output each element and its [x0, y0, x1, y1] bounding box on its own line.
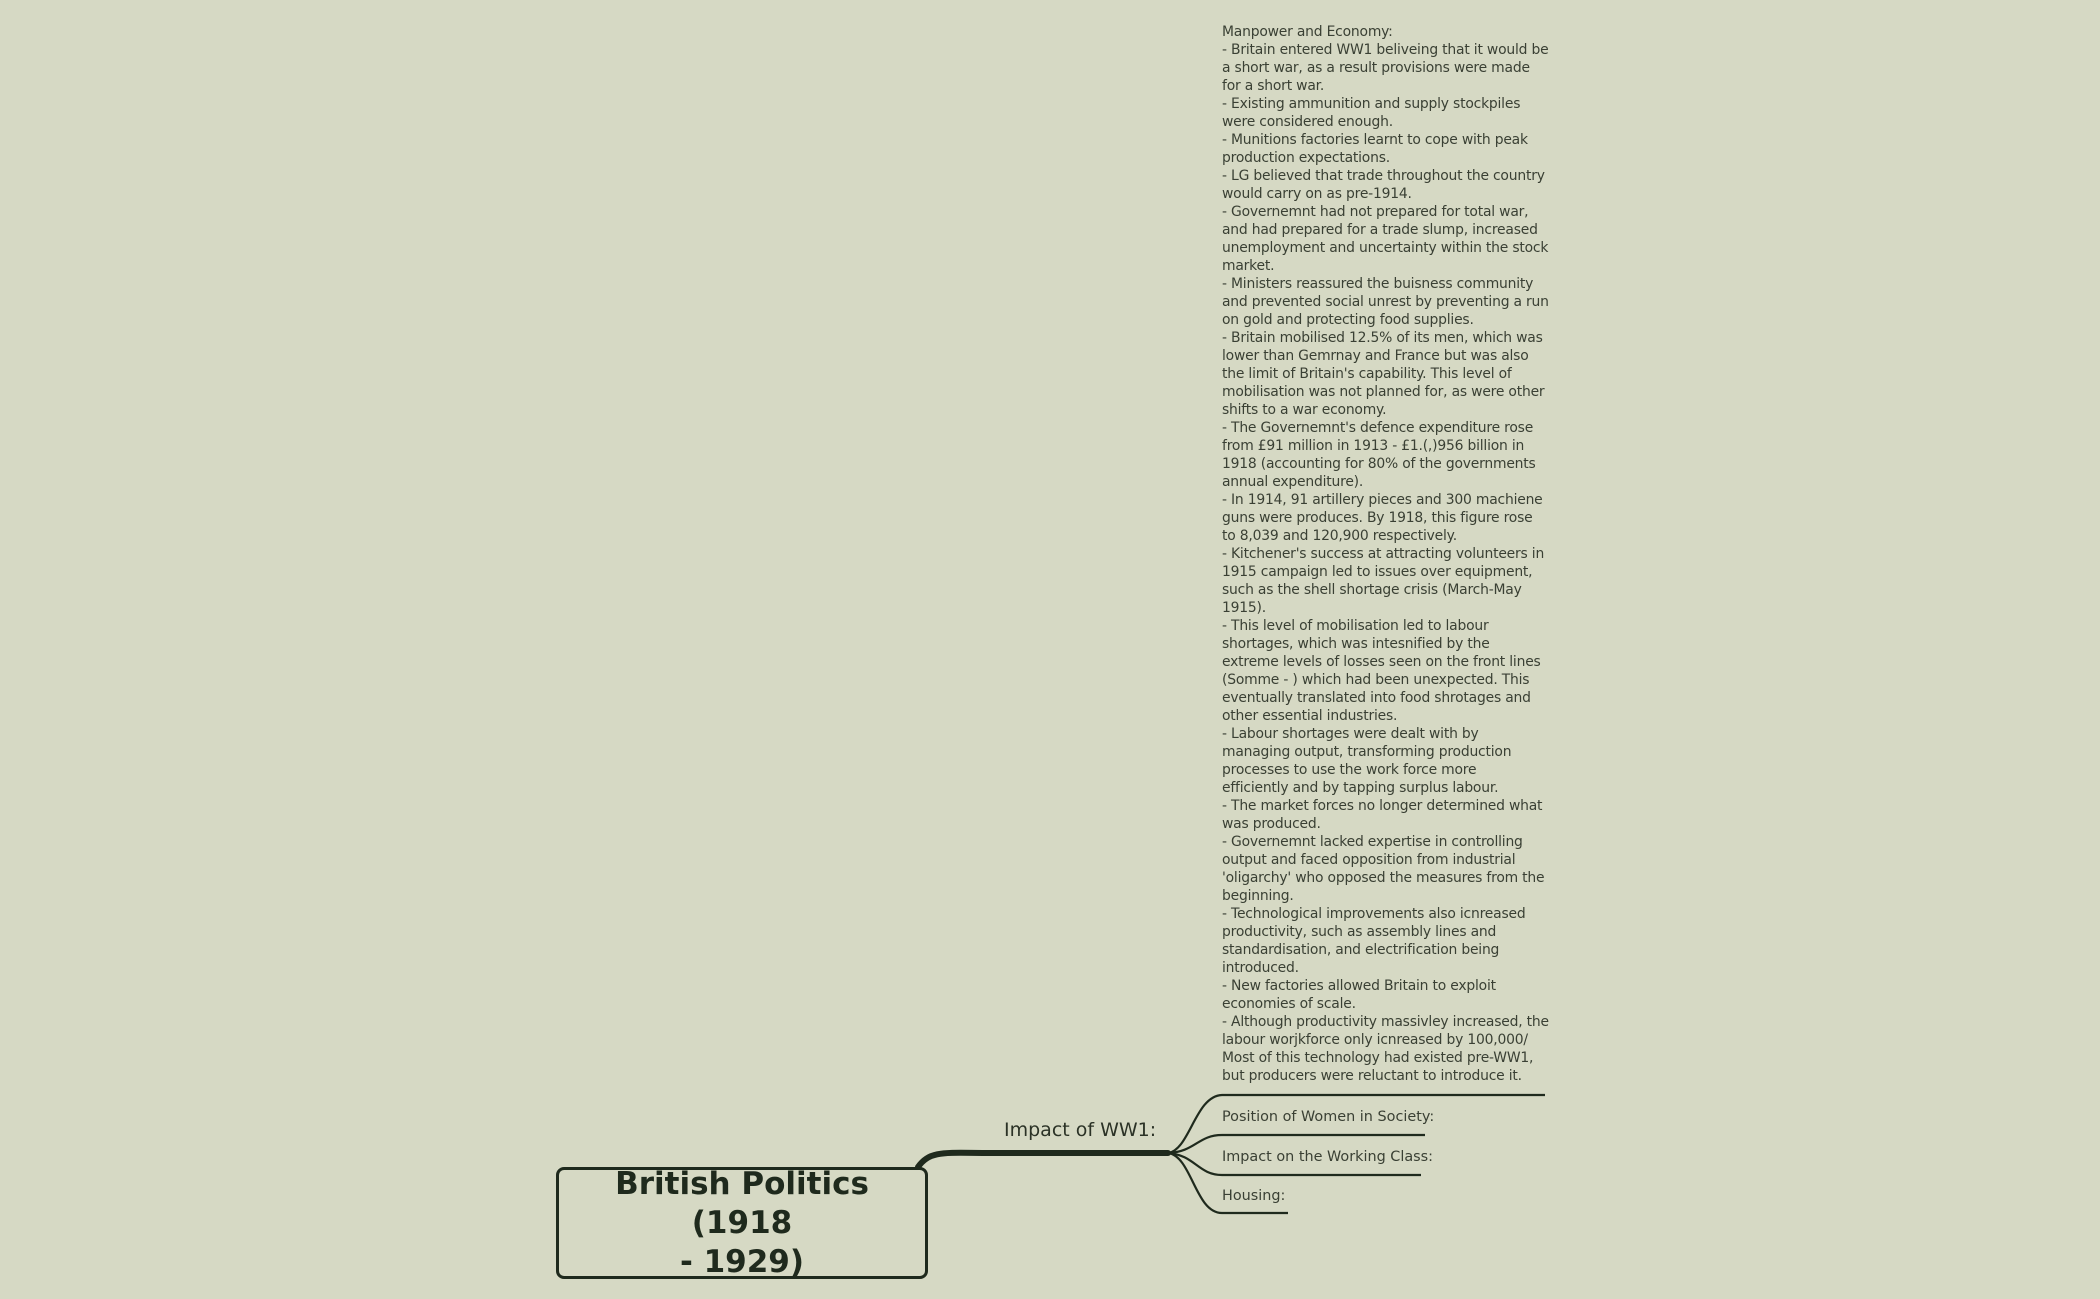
- notes-line: eventually translated into food shrotages and: [1222, 690, 1531, 706]
- branch-impact-of-ww1[interactable]: Impact of WW1:: [1004, 1119, 1157, 1141]
- notes-line: and prevented social unrest by preventing a run: [1222, 294, 1549, 310]
- notes-line: - New factories allowed Britain to exploit: [1222, 978, 1496, 994]
- notes-line: output and faced opposition from industrial: [1222, 852, 1516, 868]
- notes-line: - Technological improvements also icnreased: [1222, 906, 1526, 922]
- notes-line: shortages, which was intesnified by the: [1222, 636, 1490, 652]
- notes-line: - Ministers reassured the buisness community: [1222, 276, 1534, 292]
- notes-line: 'oligarchy' who opposed the measures from the: [1222, 870, 1545, 886]
- notes-line: on gold and protecting food supplies.: [1222, 312, 1474, 328]
- notes-line: - The Governemnt's defence expenditure rose: [1222, 420, 1534, 436]
- notes-line: would carry on as pre-1914.: [1222, 186, 1412, 202]
- notes-line: (Somme - ) which had been unexpected. This: [1222, 672, 1530, 688]
- notes-line: - LG believed that trade throughout the country: [1222, 168, 1545, 184]
- root-title-line2: - 1929): [679, 1243, 805, 1280]
- notes-line: - Existing ammunition and supply stockpiles: [1222, 96, 1521, 112]
- notes-line: annual expenditure).: [1222, 474, 1364, 490]
- notes-line: were considered enough.: [1222, 114, 1393, 130]
- notes-line: to 8,039 and 120,900 respectively.: [1222, 528, 1457, 544]
- notes-line: guns were produces. By 1918, this figure rose: [1222, 510, 1533, 526]
- topic-housing[interactable]: Housing:: [1222, 1188, 1286, 1204]
- notes-line: - In 1914, 91 artillery pieces and 300 machiene: [1222, 492, 1543, 508]
- notes-line: beginning.: [1222, 888, 1294, 904]
- notes-line: market.: [1222, 258, 1275, 274]
- notes-line: other essential industries.: [1222, 708, 1398, 724]
- root-title-line1: British Politics (1918: [615, 1165, 869, 1241]
- notes-line: was produced.: [1222, 816, 1321, 832]
- notes-line: 1918 (accounting for 80% of the governments: [1222, 456, 1536, 472]
- notes-line: 1915 campaign led to issues over equipment,: [1222, 564, 1533, 580]
- notes-line: Most of this technology had existed pre-WW1,: [1222, 1050, 1534, 1066]
- notes-line: - Britain mobilised 12.5% of its men, which was: [1222, 330, 1543, 346]
- notes-line: - Governemnt had not prepared for total war,: [1222, 204, 1529, 220]
- notes-line: extreme levels of losses seen on the front lines: [1222, 654, 1541, 670]
- notes-line: a short war, as a result provisions were made: [1222, 60, 1530, 76]
- notes-line: shifts to a war economy.: [1222, 402, 1387, 418]
- notes-line: processes to use the work force more: [1222, 762, 1477, 778]
- connector-root-branch: [918, 1153, 1168, 1167]
- notes-line: - Kitchener's success at attracting volunteers in: [1222, 546, 1545, 562]
- notes-line: 1915).: [1222, 600, 1266, 616]
- notes-line: - Munitions factories learnt to cope with peak: [1222, 132, 1528, 148]
- notes-line: - Britain entered WW1 beliveing that it would be: [1222, 42, 1549, 58]
- topic-impact-working-class[interactable]: Impact on the Working Class:: [1222, 1149, 1434, 1165]
- notes-line: such as the shell shortage crisis (March-May: [1222, 582, 1522, 598]
- notes-line: Manpower and Economy:: [1222, 24, 1393, 40]
- notes-line: productivity, such as assembly lines and: [1222, 924, 1497, 940]
- notes-line: and had prepared for a trade slump, increased: [1222, 222, 1538, 238]
- notes-line: economies of scale.: [1222, 996, 1356, 1012]
- notes-line: standardisation, and electrification being: [1222, 942, 1500, 958]
- notes-line: - Labour shortages were dealt with by: [1222, 726, 1479, 742]
- notes-line: introduced.: [1222, 960, 1299, 976]
- notes-line: the limit of Britain's capability. This level of: [1222, 366, 1512, 382]
- root-topic[interactable]: [556, 1167, 928, 1279]
- notes-line: - This level of mobilisation led to labour: [1222, 618, 1489, 634]
- notes-line: mobilisation was not planned for, as were other: [1222, 384, 1545, 400]
- notes-line: but producers were reluctant to introduce it.: [1222, 1068, 1522, 1084]
- notes-line: efficiently and by tapping surplus labour.: [1222, 780, 1499, 796]
- notes-line: - The market forces no longer determined what: [1222, 798, 1543, 814]
- notes-line: - Although productivity massivley increased, the: [1222, 1014, 1549, 1030]
- notes-line: for a short war.: [1222, 78, 1325, 94]
- notes-manpower-economy[interactable]: [1222, 23, 1549, 1085]
- notes-line: lower than Gemrnay and France but was also: [1222, 348, 1529, 364]
- notes-line: from £91 million in 1913 - £1.(,)956 billion in: [1222, 438, 1525, 454]
- notes-line: unemployment and uncertainty within the stock: [1222, 240, 1549, 256]
- notes-line: labour worjkforce only icnreased by 100,000/: [1222, 1032, 1528, 1048]
- notes-line: managing output, transforming production: [1222, 744, 1512, 760]
- notes-line: - Governemnt lacked expertise in controlling: [1222, 834, 1523, 850]
- topic-position-of-women[interactable]: Position of Women in Society:: [1222, 1109, 1435, 1125]
- notes-line: production expectations.: [1222, 150, 1390, 166]
